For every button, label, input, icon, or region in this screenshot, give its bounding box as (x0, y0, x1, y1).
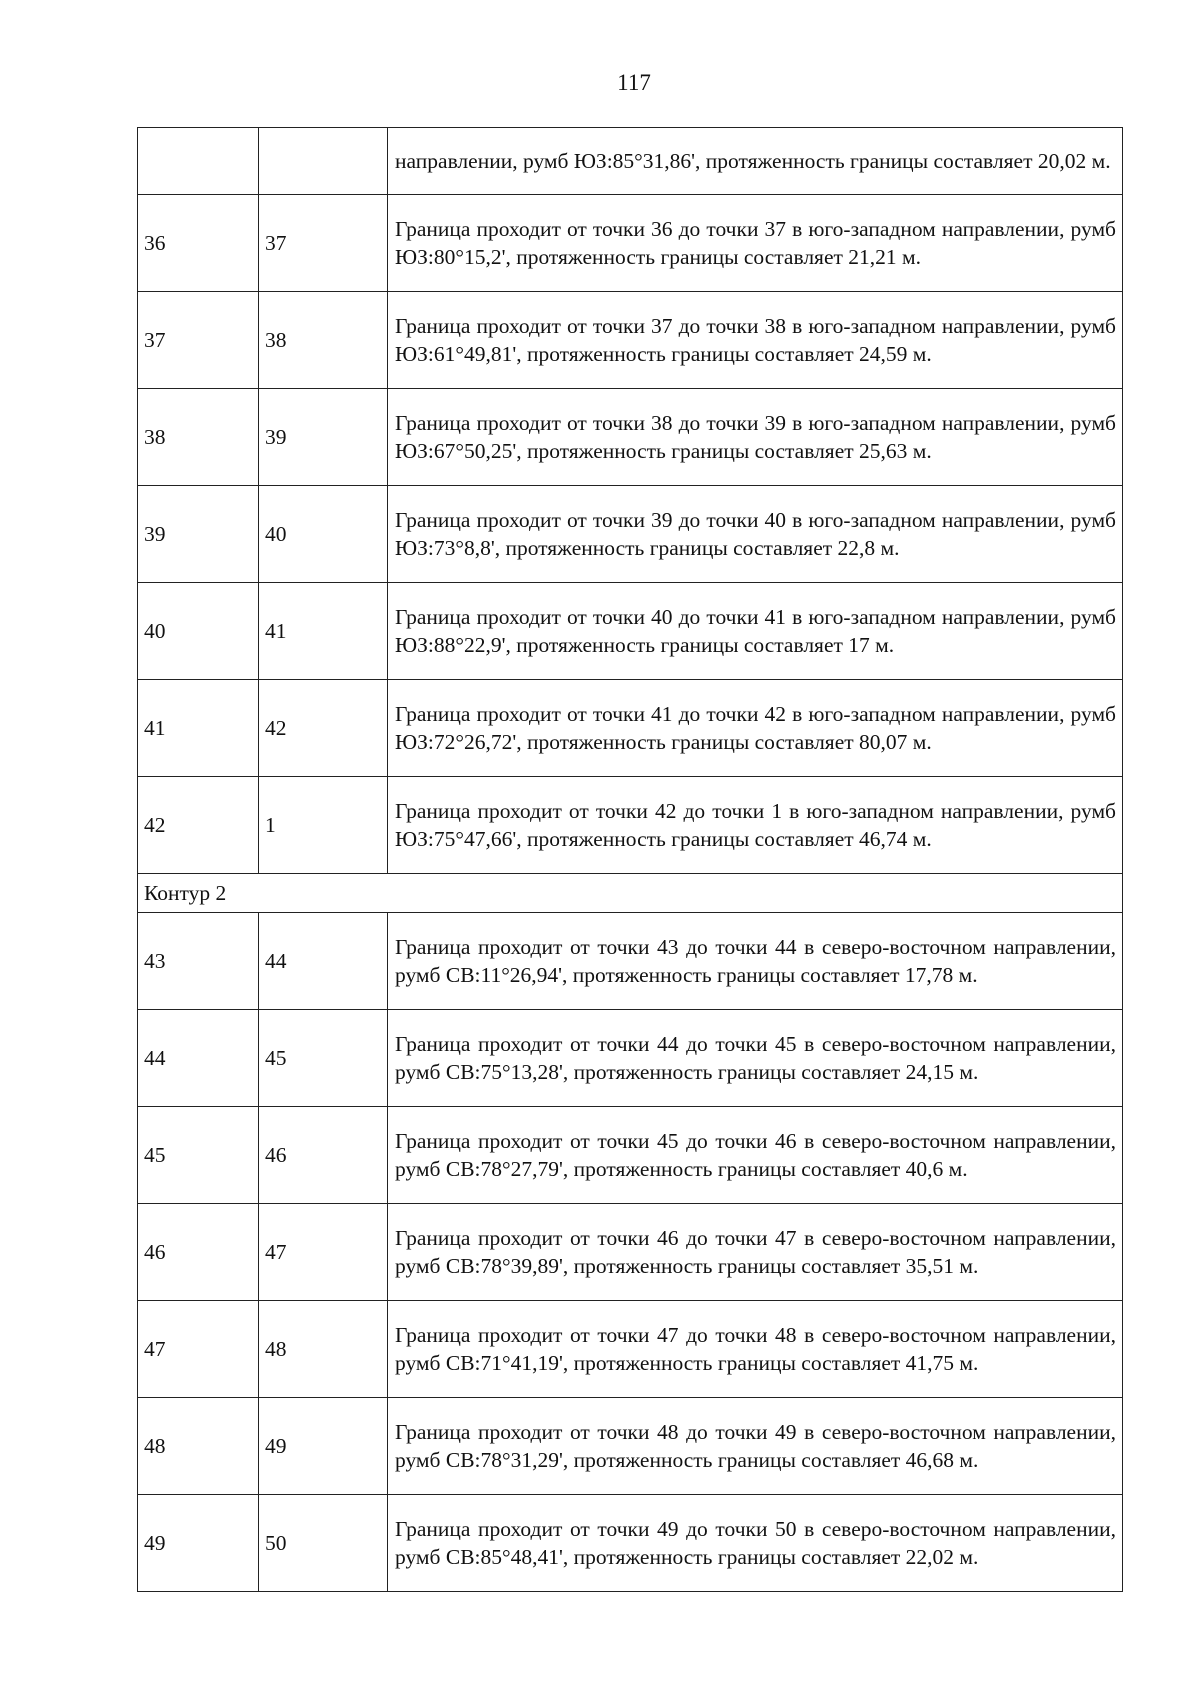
from-point-cell: 40 (138, 583, 259, 680)
description-cell: Граница проходит от точки 42 до точки 1 в юго-западном направлении, румб ЮЗ:75°47,66', протяженность границы составляет 46,74 м. (388, 777, 1123, 874)
from-point-cell: 38 (138, 389, 259, 486)
to-point-cell: 50 (259, 1495, 388, 1592)
description-cell: Граница проходит от точки 44 до точки 45 в северо-восточном направлении, румб СВ:75°13,28', протяженность границы составляет 24,15 м. (388, 1010, 1123, 1107)
table-row (138, 128, 1123, 195)
description-cell: Граница проходит от точки 46 до точки 47 в северо-восточном направлении, румб СВ:78°39,89', протяженность границы составляет 35,51 м. (388, 1204, 1123, 1301)
description-cell: Граница проходит от точки 38 до точки 39 в юго-западном направлении, румб ЮЗ:67°50,25', протяженность границы составляет 25,63 м. (388, 389, 1123, 486)
table-row (138, 195, 1123, 292)
description-cell: Граница проходит от точки 48 до точки 49 в северо-восточном направлении, румб СВ:78°31,29', протяженность границы составляет 46,68 м. (388, 1398, 1123, 1495)
section-row (138, 874, 1123, 913)
from-point-cell: 48 (138, 1398, 259, 1495)
from-point-cell (138, 128, 259, 195)
from-point-cell: 36 (138, 195, 259, 292)
to-point-cell: 44 (259, 913, 388, 1010)
to-point-cell: 45 (259, 1010, 388, 1107)
from-point-cell: 41 (138, 680, 259, 777)
to-point-cell: 48 (259, 1301, 388, 1398)
table-row (138, 1398, 1123, 1495)
from-point-cell: 37 (138, 292, 259, 389)
to-point-cell: 39 (259, 389, 388, 486)
description-cell: Граница проходит от точки 43 до точки 44 в северо-восточном направлении, румб СВ:11°26,94', протяженность границы составляет 17,78 м. (388, 913, 1123, 1010)
to-point-cell: 38 (259, 292, 388, 389)
table-row (138, 486, 1123, 583)
from-point-cell: 46 (138, 1204, 259, 1301)
table-row (138, 1107, 1123, 1204)
to-point-cell: 40 (259, 486, 388, 583)
table-row (138, 1204, 1123, 1301)
table-row (138, 389, 1123, 486)
table-row (138, 1301, 1123, 1398)
boundary-table-body (138, 128, 1123, 1592)
table-row (138, 680, 1123, 777)
description-cell: Граница проходит от точки 36 до точки 37 в юго-западном направлении, румб ЮЗ:80°15,2', протяженность границы составляет 21,21 м. (388, 195, 1123, 292)
description-cell: Граница проходит от точки 45 до точки 46 в северо-восточном направлении, румб СВ:78°27,79', протяженность границы составляет 40,6 м. (388, 1107, 1123, 1204)
description-cell: Граница проходит от точки 47 до точки 48 в северо-восточном направлении, румб СВ:71°41,19', протяженность границы составляет 41,75 м. (388, 1301, 1123, 1398)
description-cell: Граница проходит от точки 39 до точки 40 в юго-западном направлении, румб ЮЗ:73°8,8', протяженность границы составляет 22,8 м. (388, 486, 1123, 583)
from-point-cell: 45 (138, 1107, 259, 1204)
to-point-cell: 37 (259, 195, 388, 292)
to-point-cell: 41 (259, 583, 388, 680)
table-row (138, 583, 1123, 680)
table-row (138, 1010, 1123, 1107)
description-cell: Граница проходит от точки 40 до точки 41 в юго-западном направлении, румб ЮЗ:88°22,9', протяженность границы составляет 17 м. (388, 583, 1123, 680)
table-row (138, 1495, 1123, 1592)
to-point-cell: 42 (259, 680, 388, 777)
from-point-cell: 47 (138, 1301, 259, 1398)
description-cell: направлении, румб ЮЗ:85°31,86', протяженность границы составляет 20,02 м. (388, 128, 1123, 195)
to-point-cell: 46 (259, 1107, 388, 1204)
to-point-cell: 49 (259, 1398, 388, 1495)
from-point-cell: 44 (138, 1010, 259, 1107)
description-cell: Граница проходит от точки 41 до точки 42 в юго-западном направлении, румб ЮЗ:72°26,72', протяженность границы составляет 80,07 м. (388, 680, 1123, 777)
page-number: 117 (617, 70, 651, 95)
table-row (138, 292, 1123, 389)
from-point-cell: 39 (138, 486, 259, 583)
section-label: Контур 2 (138, 874, 1123, 913)
table-row (138, 777, 1123, 874)
table-row (138, 913, 1123, 1010)
to-point-cell: 1 (259, 777, 388, 874)
description-cell: Граница проходит от точки 37 до точки 38 в юго-западном направлении, румб ЮЗ:61°49,81', протяженность границы составляет 24,59 м. (388, 292, 1123, 389)
from-point-cell: 42 (138, 777, 259, 874)
from-point-cell: 49 (138, 1495, 259, 1592)
boundary-table (137, 127, 1123, 1592)
to-point-cell: 47 (259, 1204, 388, 1301)
to-point-cell (259, 128, 388, 195)
description-cell: Граница проходит от точки 49 до точки 50 в северо-восточном направлении, румб СВ:85°48,41', протяженность границы составляет 22,02 м. (388, 1495, 1123, 1592)
from-point-cell: 43 (138, 913, 259, 1010)
